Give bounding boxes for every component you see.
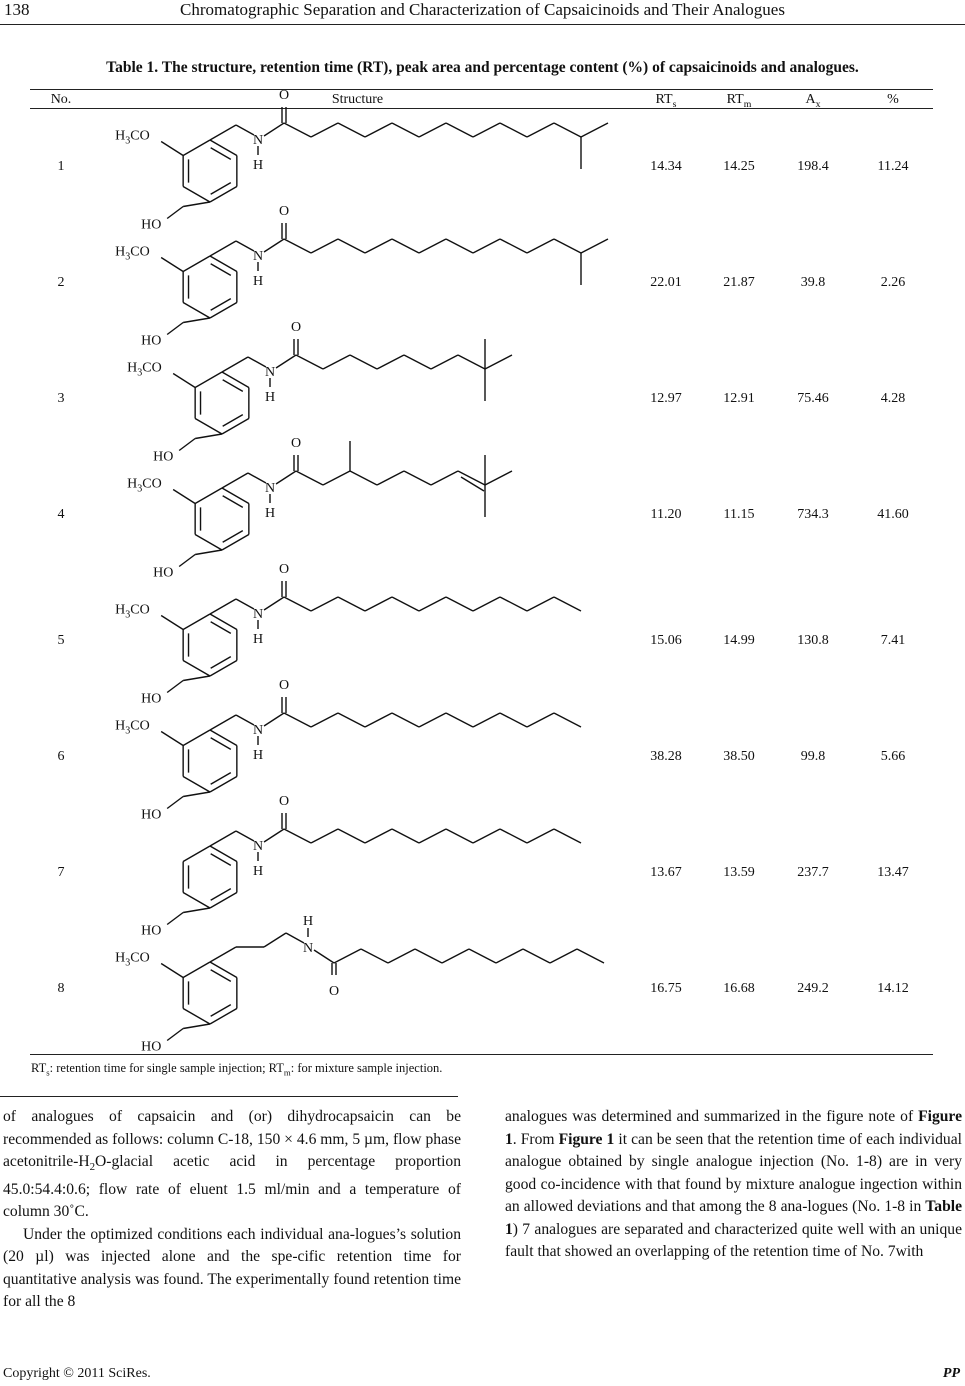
structure-drawing bbox=[95, 204, 620, 349]
cell-no: 4 bbox=[57, 507, 65, 522]
cell-ax: 249.2 bbox=[797, 981, 829, 996]
structure-drawing bbox=[95, 678, 620, 823]
chain-bond bbox=[264, 123, 284, 136]
cell-no: 3 bbox=[57, 391, 65, 406]
header-rt-m: $RT_m$ bbox=[726, 92, 752, 110]
figure-ref[interactable]: Figure 1 bbox=[505, 1108, 962, 1148]
hydrogen-label: H bbox=[253, 274, 264, 289]
chain-bond bbox=[485, 471, 512, 485]
ring-bond bbox=[183, 661, 210, 677]
chain-bond bbox=[323, 471, 350, 485]
methoxy-bond bbox=[161, 142, 183, 156]
chain-bond bbox=[554, 239, 581, 253]
chain-bond bbox=[473, 239, 500, 253]
ring-bond bbox=[210, 777, 237, 793]
cell-no: 7 bbox=[57, 865, 65, 880]
chain-bond bbox=[415, 949, 442, 963]
chain-bond bbox=[210, 831, 236, 846]
chain-bond bbox=[500, 713, 527, 727]
body-left-column bbox=[3, 1106, 461, 1314]
cell-rt-m: 13.59 bbox=[723, 865, 755, 880]
running-head: Chromatographic Separation and Characterization of Capsaicinoids and Their Analogues bbox=[180, 0, 785, 19]
chain-bond bbox=[473, 597, 500, 611]
cell-ax: 130.8 bbox=[797, 633, 829, 648]
methoxy-bond bbox=[161, 732, 183, 746]
chain-bond bbox=[264, 933, 286, 947]
cell-rt-s: 38.28 bbox=[650, 749, 682, 764]
chain-bond bbox=[311, 239, 338, 253]
chain-bond bbox=[210, 599, 236, 614]
chain-bond bbox=[550, 949, 577, 963]
cell-rt-s: 16.75 bbox=[650, 981, 682, 996]
cell-rt-m: 38.50 bbox=[723, 749, 755, 764]
hydrogen-label: H bbox=[265, 506, 276, 521]
chain-bond bbox=[388, 949, 415, 963]
methoxy-label: $H_3CO$ bbox=[115, 602, 150, 621]
cell-percent: 41.60 bbox=[877, 507, 909, 522]
hydroxy-bond bbox=[167, 913, 183, 925]
ring-bond bbox=[183, 893, 210, 909]
ring-bond bbox=[183, 962, 210, 978]
chemical-structure bbox=[95, 204, 620, 349]
ring-bond bbox=[183, 140, 210, 156]
chain-bond bbox=[284, 713, 311, 727]
cell-rt-s: 13.67 bbox=[650, 865, 682, 880]
ring-bond bbox=[222, 419, 249, 435]
section-rule bbox=[0, 1096, 458, 1097]
chain-bond bbox=[500, 239, 527, 253]
chemical-structure bbox=[95, 562, 620, 707]
chain-bond bbox=[236, 831, 254, 841]
nitrogen-label: N bbox=[265, 481, 276, 496]
ring-bond bbox=[183, 614, 210, 630]
ring-bond bbox=[183, 1009, 210, 1025]
chain-bond bbox=[222, 357, 248, 372]
nitrogen-label: N bbox=[253, 723, 264, 738]
ring-bond bbox=[183, 256, 210, 272]
chain-bond bbox=[236, 125, 254, 135]
ring-bond bbox=[222, 372, 249, 388]
figure-ref[interactable]: Figure 1 bbox=[558, 1130, 615, 1148]
chain-bond bbox=[365, 239, 392, 253]
ring-bond bbox=[210, 303, 237, 319]
chain-bond bbox=[338, 829, 365, 843]
oxygen-label: O bbox=[329, 984, 340, 999]
ring-bond bbox=[210, 187, 237, 203]
chemical-structure bbox=[95, 794, 620, 939]
hydroxy-bond bbox=[167, 323, 183, 335]
methoxy-label: $H_3CO$ bbox=[127, 476, 162, 495]
table-row bbox=[0, 320, 965, 465]
chain-bond bbox=[284, 829, 311, 843]
hydroxy-label: HO bbox=[141, 807, 162, 823]
chain-bond bbox=[446, 239, 473, 253]
cell-percent: 5.66 bbox=[880, 749, 906, 764]
methoxy-bond bbox=[161, 616, 183, 630]
cell-rt-s: 15.06 bbox=[650, 633, 682, 648]
ring-bond bbox=[183, 730, 210, 746]
oxygen-label: O bbox=[279, 88, 290, 103]
oxygen-label: O bbox=[291, 320, 302, 335]
hydroxy-label: HO bbox=[141, 691, 162, 707]
chain-bond bbox=[419, 123, 446, 137]
cell-percent: 7.41 bbox=[880, 633, 906, 648]
chain-bond bbox=[314, 950, 334, 963]
ring-bond bbox=[210, 730, 237, 746]
ring-bond bbox=[195, 372, 222, 388]
chain-bond bbox=[338, 123, 365, 137]
cell-percent: 11.24 bbox=[877, 159, 909, 174]
hydrogen-label: H bbox=[253, 158, 264, 173]
hydroxy-label: HO bbox=[141, 333, 162, 349]
table-row bbox=[0, 204, 965, 349]
nitrogen-label: N bbox=[253, 839, 264, 854]
cell-ax: 39.8 bbox=[800, 275, 826, 290]
hydroxy-bond bbox=[179, 439, 195, 451]
chain-bond bbox=[323, 355, 350, 369]
chain-bond bbox=[446, 597, 473, 611]
structure-drawing bbox=[95, 320, 620, 465]
chain-bond bbox=[350, 355, 377, 369]
chain-bond bbox=[554, 713, 581, 727]
ring-bond bbox=[210, 256, 237, 272]
nitrogen-label: N bbox=[253, 133, 264, 148]
chain-bond bbox=[446, 123, 473, 137]
chain-bond bbox=[248, 357, 266, 367]
journal-abbrev: PP bbox=[942, 1366, 960, 1381]
oxygen-label: O bbox=[279, 562, 290, 577]
hydroxy-bond bbox=[179, 555, 195, 567]
structure-drawing bbox=[95, 914, 620, 1055]
chain-bond bbox=[365, 713, 392, 727]
chain-bond bbox=[284, 123, 311, 137]
hydroxy-bond bbox=[183, 676, 210, 681]
chain-bond bbox=[446, 713, 473, 727]
nitrogen-label: N bbox=[253, 607, 264, 622]
ring-bond bbox=[183, 777, 210, 793]
methoxy-bond bbox=[173, 374, 195, 388]
ring-bond bbox=[210, 893, 237, 909]
nitrogen-label: N bbox=[265, 365, 276, 380]
cell-percent: 2.26 bbox=[880, 275, 906, 290]
chain-bond bbox=[404, 355, 431, 369]
chain-bond bbox=[264, 239, 284, 252]
hydroxy-bond bbox=[183, 908, 210, 913]
chain-bond bbox=[419, 239, 446, 253]
methoxy-label: $H_3CO$ bbox=[115, 128, 150, 147]
cell-no: 1 bbox=[57, 159, 65, 174]
chain-bond bbox=[527, 829, 554, 843]
ring-bond bbox=[210, 846, 237, 862]
ring-bond bbox=[222, 488, 249, 504]
ring-bond bbox=[210, 140, 237, 156]
table-row bbox=[0, 678, 965, 823]
chain-bond bbox=[431, 355, 458, 369]
chain-bond bbox=[419, 713, 446, 727]
chain-bond bbox=[500, 829, 527, 843]
chain-bond bbox=[554, 123, 581, 137]
chain-bond bbox=[469, 949, 496, 963]
ring-bond bbox=[222, 535, 249, 551]
oxygen-label: O bbox=[279, 678, 290, 693]
chain-bond bbox=[236, 599, 254, 609]
cell-no: 6 bbox=[57, 749, 65, 764]
header-rt-s: $RT_s$ bbox=[655, 92, 677, 110]
ring-bond bbox=[210, 1009, 237, 1025]
cell-no: 2 bbox=[57, 275, 65, 290]
header-structure: Structure bbox=[331, 92, 384, 107]
chain-bond bbox=[392, 597, 419, 611]
chemical-structure bbox=[95, 320, 620, 465]
hydroxy-label: HO bbox=[141, 217, 162, 233]
cell-rt-m: 16.68 bbox=[723, 981, 755, 996]
chain-bond bbox=[442, 949, 469, 963]
cell-percent: 14.12 bbox=[877, 981, 909, 996]
chain-bond bbox=[554, 597, 581, 611]
hydroxy-label: HO bbox=[153, 565, 174, 581]
cell-ax: 237.7 bbox=[797, 865, 829, 880]
cell-no: 8 bbox=[57, 981, 65, 996]
hydroxy-bond bbox=[167, 681, 183, 693]
table-row bbox=[0, 794, 965, 939]
table-row bbox=[0, 914, 965, 1055]
chain-bond bbox=[311, 597, 338, 611]
hydroxy-bond bbox=[183, 792, 210, 797]
cell-rt-m: 11.15 bbox=[723, 507, 755, 522]
methoxy-bond bbox=[161, 258, 183, 272]
table-bottom-rule bbox=[30, 1054, 933, 1055]
chain-bond bbox=[210, 947, 236, 962]
cell-rt-m: 14.25 bbox=[723, 159, 755, 174]
cell-rt-s: 14.34 bbox=[650, 159, 682, 174]
ring-bond bbox=[183, 187, 210, 203]
table-top-rule bbox=[30, 89, 933, 90]
methoxy-label: $H_3CO$ bbox=[115, 244, 150, 263]
oxygen-label: O bbox=[279, 794, 290, 809]
methoxy-bond bbox=[161, 964, 183, 978]
chain-bond bbox=[527, 239, 554, 253]
hydrogen-label: H bbox=[253, 632, 264, 647]
chain-bond bbox=[404, 471, 431, 485]
chain-bond bbox=[500, 597, 527, 611]
chain-bond bbox=[338, 239, 365, 253]
chemical-structure bbox=[95, 436, 620, 581]
oxygen-label: O bbox=[291, 436, 302, 451]
table-row bbox=[0, 562, 965, 707]
chain-bond bbox=[276, 355, 296, 368]
hydrogen-label: H bbox=[303, 914, 314, 929]
table-row bbox=[0, 436, 965, 581]
chain-bond bbox=[210, 715, 236, 730]
chain-bond bbox=[222, 473, 248, 488]
ring-bond bbox=[183, 846, 210, 862]
chain-bond bbox=[365, 123, 392, 137]
paragraph: of analogues of capsaicin and (or) dihydrocapsaicin can be recommended as follows: column C-18, 150 × 4.6 mm, 5 µm, flow phase acetonitrile-$H_2O$-glacial acetic acid in percentage proportion 45.0:54.4:0.6; flow rate of eluent 1.5 ml/min and a temperature of column 30˚C. bbox=[3, 1108, 461, 1221]
chemical-structure bbox=[95, 914, 620, 1055]
chain-bond bbox=[581, 239, 608, 253]
chemical-structure bbox=[95, 678, 620, 823]
hydroxy-bond bbox=[183, 318, 210, 323]
methoxy-label: $H_3CO$ bbox=[115, 950, 150, 969]
page-number: 138 bbox=[4, 0, 30, 19]
chain-bond bbox=[286, 933, 304, 943]
chain-bond bbox=[577, 949, 604, 963]
chain-bond bbox=[527, 713, 554, 727]
chain-bond bbox=[473, 123, 500, 137]
chain-bond bbox=[311, 123, 338, 137]
hydroxy-bond bbox=[167, 207, 183, 219]
hydroxy-bond bbox=[195, 550, 222, 555]
chain-bond bbox=[527, 123, 554, 137]
chain-bond bbox=[296, 471, 323, 485]
chain-bond bbox=[473, 713, 500, 727]
chain-bond bbox=[236, 241, 254, 251]
methoxy-bond bbox=[173, 490, 195, 504]
hydroxy-label: HO bbox=[141, 923, 162, 939]
chain-bond bbox=[311, 713, 338, 727]
chain-bond bbox=[581, 123, 608, 137]
structure-drawing bbox=[95, 794, 620, 939]
table-footnote: $RT_s$: retention time for single sample injection; $RT_m$: for mixture sample injection. bbox=[31, 1061, 443, 1078]
chain-bond bbox=[284, 597, 311, 611]
chain-bond bbox=[296, 355, 323, 369]
hydroxy-label: HO bbox=[153, 449, 174, 465]
cell-ax: 734.3 bbox=[797, 507, 829, 522]
chain-bond bbox=[350, 471, 377, 485]
hydrogen-label: H bbox=[253, 748, 264, 763]
chain-bond bbox=[264, 713, 284, 726]
nitrogen-label: N bbox=[253, 249, 264, 264]
ring-bond bbox=[195, 535, 222, 551]
cell-percent: 13.47 bbox=[877, 865, 909, 880]
chain-bond bbox=[419, 829, 446, 843]
hydrogen-label: H bbox=[265, 390, 276, 405]
chain-bond bbox=[338, 597, 365, 611]
hydrogen-label: H bbox=[253, 864, 264, 879]
ring-bond bbox=[210, 661, 237, 677]
ring-bond bbox=[195, 419, 222, 435]
cell-ax: 75.46 bbox=[797, 391, 829, 406]
cell-percent: 4.28 bbox=[880, 391, 906, 406]
ring-bond bbox=[183, 303, 210, 319]
structure-drawing bbox=[95, 562, 620, 707]
hydroxy-label: HO bbox=[141, 1039, 162, 1055]
oxygen-label: O bbox=[279, 204, 290, 219]
chain-bond bbox=[377, 471, 404, 485]
hydroxy-bond bbox=[183, 1024, 210, 1029]
chain-bond bbox=[334, 949, 361, 963]
ring-bond bbox=[195, 488, 222, 504]
chain-bond bbox=[210, 241, 236, 256]
chain-bond bbox=[523, 949, 550, 963]
hydroxy-bond bbox=[183, 202, 210, 207]
chain-bond bbox=[311, 829, 338, 843]
cell-ax: 99.8 bbox=[800, 749, 826, 764]
cell-rt-s: 11.20 bbox=[650, 507, 682, 522]
chain-bond bbox=[458, 355, 485, 369]
chain-bond bbox=[365, 829, 392, 843]
header-no: No. bbox=[50, 92, 72, 107]
chain-bond bbox=[365, 597, 392, 611]
chain-bond bbox=[377, 355, 404, 369]
chain-bond bbox=[338, 713, 365, 727]
cell-rt-s: 22.01 bbox=[650, 275, 682, 290]
body-right-column bbox=[505, 1106, 962, 1264]
chain-bond bbox=[500, 123, 527, 137]
ring-bond bbox=[210, 614, 237, 630]
paragraph: analogues was determined and summarized in the figure note of Figure 1. From Figure 1 it can be seen that the retention time of each individual analogue obtained by single analogue injection (No. 1-8) are in very good co-incidence with that found by mixture analogue ingection within an allowed deviations and that among the 8 ana-logues (No. 1-8 in Table 1) 7 analogues are separated and characterized quite well with an unique fault that showed an overlapping of the retention time of No. 7with bbox=[505, 1108, 962, 1260]
chain-bond bbox=[446, 829, 473, 843]
paragraph: Under the optimized conditions each individual ana-logues’s solution (20 µl) was injected alone and the spe-cific retention time for quantitative analysis was found. The experimentally found retention time for all the 8 bbox=[3, 1225, 461, 1311]
cell-no: 5 bbox=[57, 633, 65, 648]
chain-bond bbox=[236, 715, 254, 725]
chain-bond bbox=[210, 125, 236, 140]
chain-bond bbox=[431, 471, 458, 485]
methoxy-label: $H_3CO$ bbox=[115, 718, 150, 737]
nitrogen-label: N bbox=[303, 941, 314, 956]
ring-bond bbox=[210, 962, 237, 978]
chain-bond bbox=[554, 829, 581, 843]
hydroxy-bond bbox=[167, 797, 183, 809]
chain-bond bbox=[392, 713, 419, 727]
chain-bond bbox=[527, 597, 554, 611]
header-ax: $A_x$ bbox=[805, 92, 821, 110]
chain-bond bbox=[264, 829, 284, 842]
methoxy-label: $H_3CO$ bbox=[127, 360, 162, 379]
cell-rt-m: 14.99 bbox=[723, 633, 755, 648]
chain-bond bbox=[496, 949, 523, 963]
copyright: Copyright © 2011 SciRes. bbox=[3, 1366, 151, 1381]
cell-rt-m: 21.87 bbox=[723, 275, 755, 290]
cell-rt-s: 12.97 bbox=[650, 391, 682, 406]
chain-bond bbox=[264, 597, 284, 610]
chain-bond bbox=[361, 949, 388, 963]
chain-bond bbox=[284, 239, 311, 253]
hydroxy-bond bbox=[167, 1029, 183, 1041]
table-ref[interactable]: Table 1 bbox=[505, 1198, 962, 1238]
header-pct: % bbox=[887, 92, 899, 107]
chain-bond bbox=[485, 355, 512, 369]
chain-bond bbox=[276, 471, 296, 484]
chain-bond bbox=[248, 473, 266, 483]
table-caption: Table 1. The structure, retention time (RT), peak area and percentage content (%) of capsaicinoids and analogues. bbox=[106, 59, 859, 76]
structure-drawing bbox=[95, 436, 620, 581]
cell-ax: 198.4 bbox=[797, 159, 829, 174]
chain-bond bbox=[419, 597, 446, 611]
cell-rt-m: 12.91 bbox=[723, 391, 755, 406]
chain-bond bbox=[392, 829, 419, 843]
chain-bond bbox=[473, 829, 500, 843]
chain-bond bbox=[392, 239, 419, 253]
chain-bond bbox=[392, 123, 419, 137]
hydroxy-bond bbox=[195, 434, 222, 439]
header-rule bbox=[0, 24, 965, 25]
